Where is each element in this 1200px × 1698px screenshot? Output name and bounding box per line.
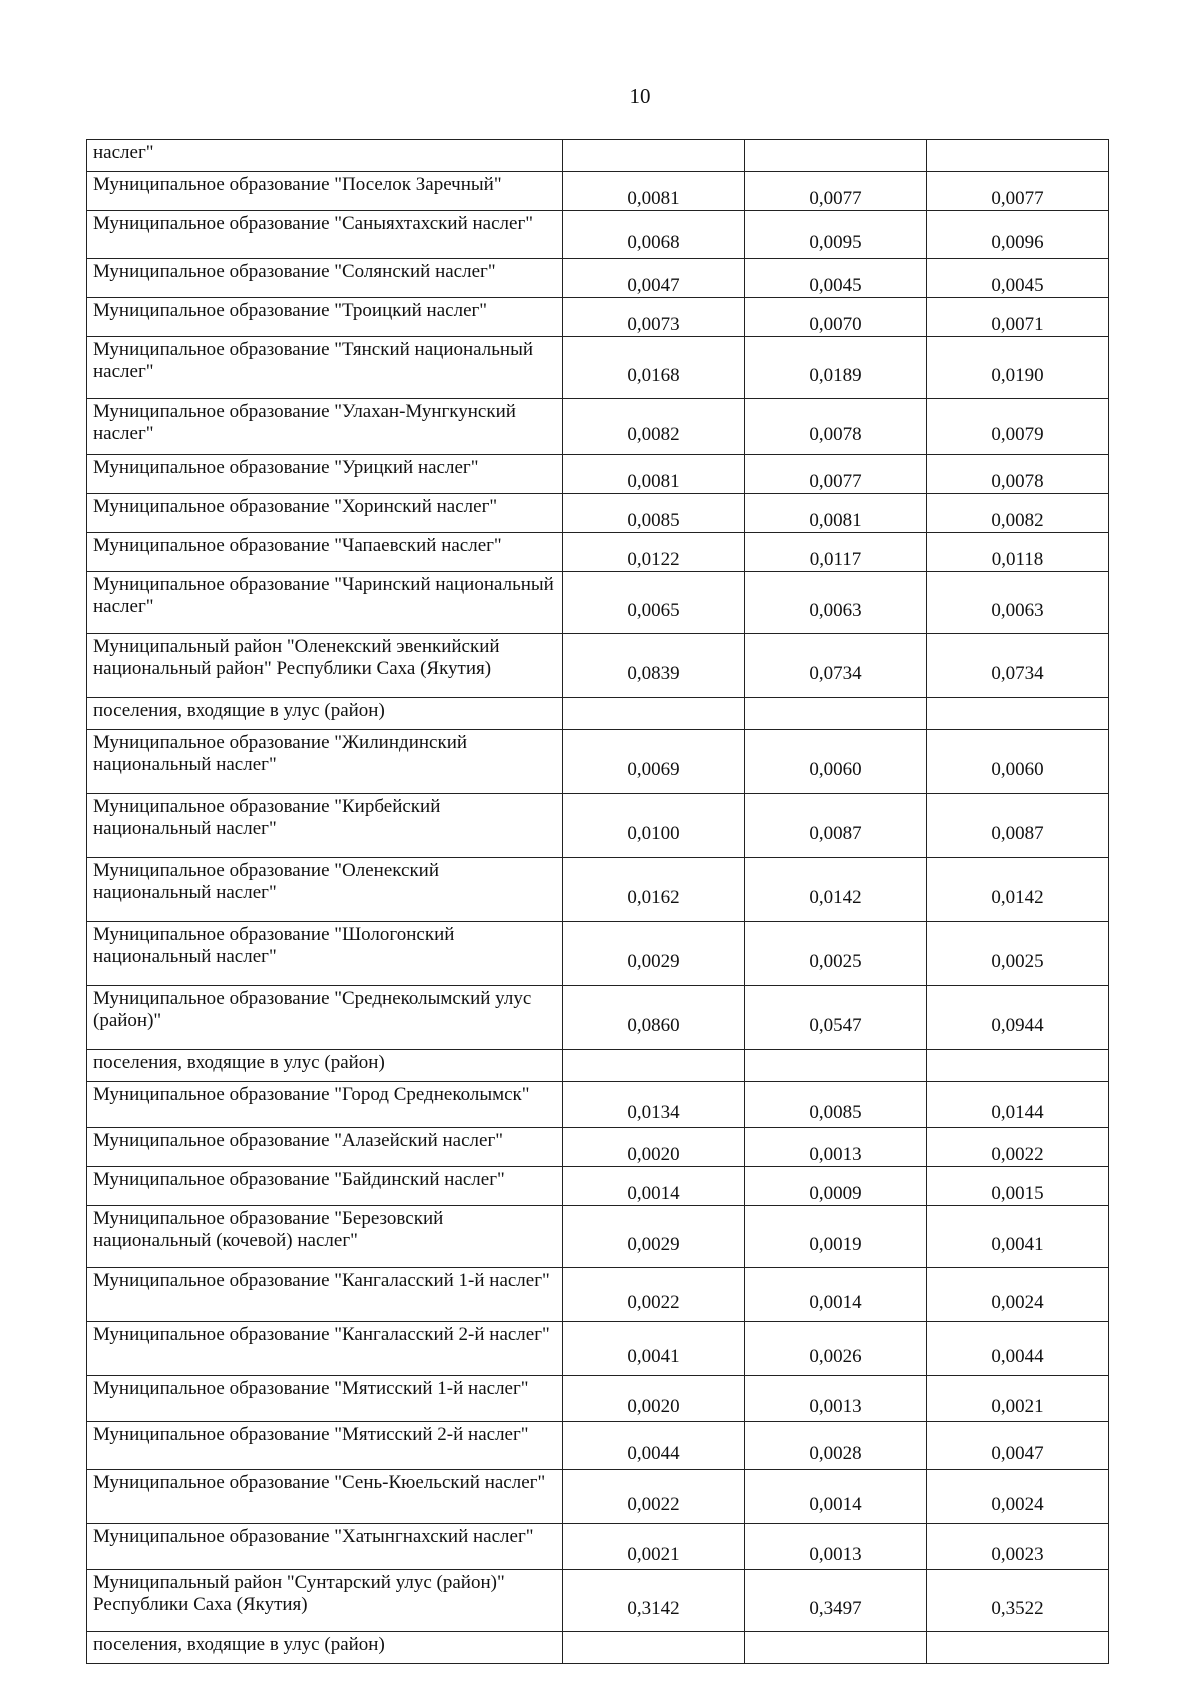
coefficient-cell-2: 0,0081 xyxy=(745,494,927,533)
coefficient-cell-1: 0,0162 xyxy=(563,858,745,922)
coefficient-cell-1: 0,0020 xyxy=(563,1128,745,1167)
coefficient-cell-3: 0,0015 xyxy=(927,1167,1109,1206)
coefficient-cell-3: 0,0044 xyxy=(927,1322,1109,1376)
coefficient-cell-1: 0,0022 xyxy=(563,1268,745,1322)
table-row xyxy=(87,858,1109,922)
coefficient-cell-3: 0,0060 xyxy=(927,730,1109,794)
table-row xyxy=(87,1322,1109,1376)
table-row xyxy=(87,634,1109,698)
coefficient-cell-3: 0,3522 xyxy=(927,1570,1109,1632)
municipality-name-cell: Муниципальное образование "Мятисский 2-й наслег" xyxy=(87,1422,563,1470)
coefficient-cell-1: 0,0168 xyxy=(563,337,745,399)
municipality-name-cell: наслег" xyxy=(87,140,563,172)
municipality-name-cell: Муниципальное образование "Кангаласский 1-й наслег" xyxy=(87,1268,563,1322)
municipality-name-cell: Муниципальное образование "Чаринский национальный наслег" xyxy=(87,572,563,634)
table-row xyxy=(87,298,1109,337)
coefficient-cell-3: 0,0734 xyxy=(927,634,1109,698)
coefficient-cell-2: 0,0026 xyxy=(745,1322,927,1376)
coefficient-cell-3: 0,0190 xyxy=(927,337,1109,399)
coefficient-cell-1: 0,0044 xyxy=(563,1422,745,1470)
coefficient-cell-2 xyxy=(745,698,927,730)
coefficient-cell-1: 0,0047 xyxy=(563,259,745,298)
coefficient-cell-3: 0,0118 xyxy=(927,533,1109,572)
municipality-name-cell: Муниципальное образование "Байдинский наслег" xyxy=(87,1167,563,1206)
table-row xyxy=(87,494,1109,533)
table-row xyxy=(87,1422,1109,1470)
coefficient-cell-2: 0,0014 xyxy=(745,1470,927,1524)
municipality-name-cell: Муниципальное образование "Кангаласский 2-й наслег" xyxy=(87,1322,563,1376)
municipality-name-cell: Муниципальное образование "Саныяхтахский наслег" xyxy=(87,211,563,259)
municipality-name-cell: Муниципальное образование "Город Среднеколымск" xyxy=(87,1082,563,1128)
coefficient-cell-1: 0,0860 xyxy=(563,986,745,1050)
coefficient-cell-3 xyxy=(927,1632,1109,1664)
municipality-name-cell: Муниципальное образование "Шологонский национальный наслег" xyxy=(87,922,563,986)
table-row xyxy=(87,1082,1109,1128)
municipality-name-cell: Муниципальное образование "Сень-Кюельский наслег" xyxy=(87,1470,563,1524)
coefficient-cell-2: 0,0077 xyxy=(745,455,927,494)
table-row xyxy=(87,211,1109,259)
coefficient-cell-2: 0,0063 xyxy=(745,572,927,634)
coefficient-cell-1: 0,0122 xyxy=(563,533,745,572)
table-row xyxy=(87,455,1109,494)
coefficient-cell-1: 0,0081 xyxy=(563,455,745,494)
coefficient-cell-2: 0,0009 xyxy=(745,1167,927,1206)
coefficient-cell-3: 0,0071 xyxy=(927,298,1109,337)
table-row xyxy=(87,1128,1109,1167)
coefficient-cell-2: 0,0087 xyxy=(745,794,927,858)
municipality-name-cell: Муниципальное образование "Солянский наслег" xyxy=(87,259,563,298)
table-row xyxy=(87,1524,1109,1570)
coefficient-cell-2: 0,0085 xyxy=(745,1082,927,1128)
coefficient-cell-3: 0,0082 xyxy=(927,494,1109,533)
coefficient-cell-3: 0,0047 xyxy=(927,1422,1109,1470)
coefficient-cell-3: 0,0063 xyxy=(927,572,1109,634)
table-row xyxy=(87,140,1109,172)
coefficient-cell-1: 0,0100 xyxy=(563,794,745,858)
table-row xyxy=(87,1268,1109,1322)
municipality-name-cell: поселения, входящие в улус (район) xyxy=(87,1050,563,1082)
municipality-name-cell: Муниципальное образование "Чапаевский наслег" xyxy=(87,533,563,572)
coefficient-cell-1: 0,0839 xyxy=(563,634,745,698)
table-row xyxy=(87,172,1109,211)
coefficient-cell-1: 0,0068 xyxy=(563,211,745,259)
municipality-name-cell: Муниципальный район "Сунтарский улус (район)" Республики Саха (Якутия) xyxy=(87,1570,563,1632)
municipality-name-cell: Муниципальное образование "Поселок Заречный" xyxy=(87,172,563,211)
coefficient-cell-2: 0,0070 xyxy=(745,298,927,337)
table-row xyxy=(87,730,1109,794)
coefficient-cell-3: 0,0079 xyxy=(927,399,1109,455)
coefficient-cell-1 xyxy=(563,698,745,730)
table-row xyxy=(87,259,1109,298)
municipality-name-cell: Муниципальное образование "Мятисский 1-й наслег" xyxy=(87,1376,563,1422)
coefficient-cell-3: 0,0045 xyxy=(927,259,1109,298)
municipality-name-cell: Муниципальное образование "Троицкий наслег" xyxy=(87,298,563,337)
coefficient-cell-2: 0,0013 xyxy=(745,1524,927,1570)
table-row xyxy=(87,698,1109,730)
municipality-name-cell: Муниципальное образование "Улахан-Мунгкунский наслег" xyxy=(87,399,563,455)
municipality-name-cell: Муниципальное образование "Березовский национальный (кочевой) наслег" xyxy=(87,1206,563,1268)
coefficient-cell-1: 0,0134 xyxy=(563,1082,745,1128)
coefficient-cell-3 xyxy=(927,1050,1109,1082)
table-row xyxy=(87,1376,1109,1422)
table-body xyxy=(87,140,1109,1664)
table-row xyxy=(87,1632,1109,1664)
coefficient-cell-2: 0,0547 xyxy=(745,986,927,1050)
coefficient-cell-1: 0,0014 xyxy=(563,1167,745,1206)
coefficient-cell-1: 0,0085 xyxy=(563,494,745,533)
municipality-name-cell: Муниципальное образование "Тянский национальный наслег" xyxy=(87,337,563,399)
coefficient-cell-3: 0,0023 xyxy=(927,1524,1109,1570)
table-row xyxy=(87,794,1109,858)
coefficient-cell-2: 0,0095 xyxy=(745,211,927,259)
coefficient-cell-2: 0,0019 xyxy=(745,1206,927,1268)
coefficient-cell-1: 0,0020 xyxy=(563,1376,745,1422)
coefficient-cell-1 xyxy=(563,1050,745,1082)
table-row xyxy=(87,1167,1109,1206)
coefficient-cell-3: 0,0077 xyxy=(927,172,1109,211)
table-row xyxy=(87,1470,1109,1524)
municipality-name-cell: Муниципальное образование "Среднеколымский улус (район)" xyxy=(87,986,563,1050)
coefficient-cell-2 xyxy=(745,140,927,172)
coefficient-cell-2: 0,0045 xyxy=(745,259,927,298)
coefficient-cell-3: 0,0021 xyxy=(927,1376,1109,1422)
coefficient-cell-1: 0,0065 xyxy=(563,572,745,634)
coefficient-cell-1: 0,3142 xyxy=(563,1570,745,1632)
municipality-name-cell: Муниципальный район "Оленекский эвенкийский национальный район" Республики Саха (Якутия) xyxy=(87,634,563,698)
coefficient-cell-3: 0,0041 xyxy=(927,1206,1109,1268)
table-row xyxy=(87,922,1109,986)
coefficient-cell-2: 0,3497 xyxy=(745,1570,927,1632)
municipality-name-cell: Муниципальное образование "Хатынгнахский наслег" xyxy=(87,1524,563,1570)
coefficient-cell-3: 0,0087 xyxy=(927,794,1109,858)
coefficient-cell-3: 0,0024 xyxy=(927,1268,1109,1322)
coefficient-cell-2: 0,0078 xyxy=(745,399,927,455)
table-row xyxy=(87,1206,1109,1268)
coefficient-cell-3 xyxy=(927,698,1109,730)
table-row xyxy=(87,399,1109,455)
coefficient-cell-2: 0,0013 xyxy=(745,1128,927,1167)
coefficient-cell-2: 0,0028 xyxy=(745,1422,927,1470)
table-row xyxy=(87,337,1109,399)
coefficient-cell-2: 0,0117 xyxy=(745,533,927,572)
coefficients-table-container xyxy=(86,139,1108,1664)
coefficient-cell-2 xyxy=(745,1050,927,1082)
coefficient-cell-3: 0,0096 xyxy=(927,211,1109,259)
municipality-name-cell: Муниципальное образование "Урицкий наслег" xyxy=(87,455,563,494)
coefficient-cell-1: 0,0082 xyxy=(563,399,745,455)
coefficient-cell-3: 0,0944 xyxy=(927,986,1109,1050)
coefficient-cell-3: 0,0144 xyxy=(927,1082,1109,1128)
coefficient-cell-2: 0,0060 xyxy=(745,730,927,794)
table-row xyxy=(87,533,1109,572)
coefficient-cell-3: 0,0025 xyxy=(927,922,1109,986)
coefficient-cell-1: 0,0029 xyxy=(563,1206,745,1268)
coefficient-cell-2: 0,0013 xyxy=(745,1376,927,1422)
municipality-name-cell: Муниципальное образование "Оленекский национальный наслег" xyxy=(87,858,563,922)
coefficient-cell-2 xyxy=(745,1632,927,1664)
coefficient-cell-3: 0,0142 xyxy=(927,858,1109,922)
coefficient-cell-3: 0,0022 xyxy=(927,1128,1109,1167)
municipality-name-cell: Муниципальное образование "Кирбейский национальный наслег" xyxy=(87,794,563,858)
coefficient-cell-1: 0,0069 xyxy=(563,730,745,794)
coefficient-cell-1 xyxy=(563,1632,745,1664)
municipality-name-cell: поселения, входящие в улус (район) xyxy=(87,698,563,730)
municipality-name-cell: Муниципальное образование "Хоринский наслег" xyxy=(87,494,563,533)
page-number: 10 xyxy=(629,84,651,108)
municipality-name-cell: поселения, входящие в улус (район) xyxy=(87,1632,563,1664)
table-row xyxy=(87,1050,1109,1082)
table-row xyxy=(87,1570,1109,1632)
coefficient-cell-2: 0,0189 xyxy=(745,337,927,399)
coefficient-cell-1: 0,0029 xyxy=(563,922,745,986)
coefficient-cell-3 xyxy=(927,140,1109,172)
coefficient-cell-2: 0,0077 xyxy=(745,172,927,211)
coefficient-cell-3: 0,0024 xyxy=(927,1470,1109,1524)
coefficient-cell-2: 0,0734 xyxy=(745,634,927,698)
coefficients-table xyxy=(86,139,1109,1664)
coefficient-cell-2: 0,0014 xyxy=(745,1268,927,1322)
coefficient-cell-3: 0,0078 xyxy=(927,455,1109,494)
table-row xyxy=(87,572,1109,634)
table-row xyxy=(87,986,1109,1050)
coefficient-cell-1: 0,0041 xyxy=(563,1322,745,1376)
municipality-name-cell: Муниципальное образование "Жилиндинский национальный наслег" xyxy=(87,730,563,794)
coefficient-cell-1: 0,0022 xyxy=(563,1470,745,1524)
coefficient-cell-2: 0,0142 xyxy=(745,858,927,922)
municipality-name-cell: Муниципальное образование "Алазейский наслег" xyxy=(87,1128,563,1167)
coefficient-cell-1: 0,0073 xyxy=(563,298,745,337)
coefficient-cell-2: 0,0025 xyxy=(745,922,927,986)
coefficient-cell-1 xyxy=(563,140,745,172)
coefficient-cell-1: 0,0081 xyxy=(563,172,745,211)
coefficient-cell-1: 0,0021 xyxy=(563,1524,745,1570)
